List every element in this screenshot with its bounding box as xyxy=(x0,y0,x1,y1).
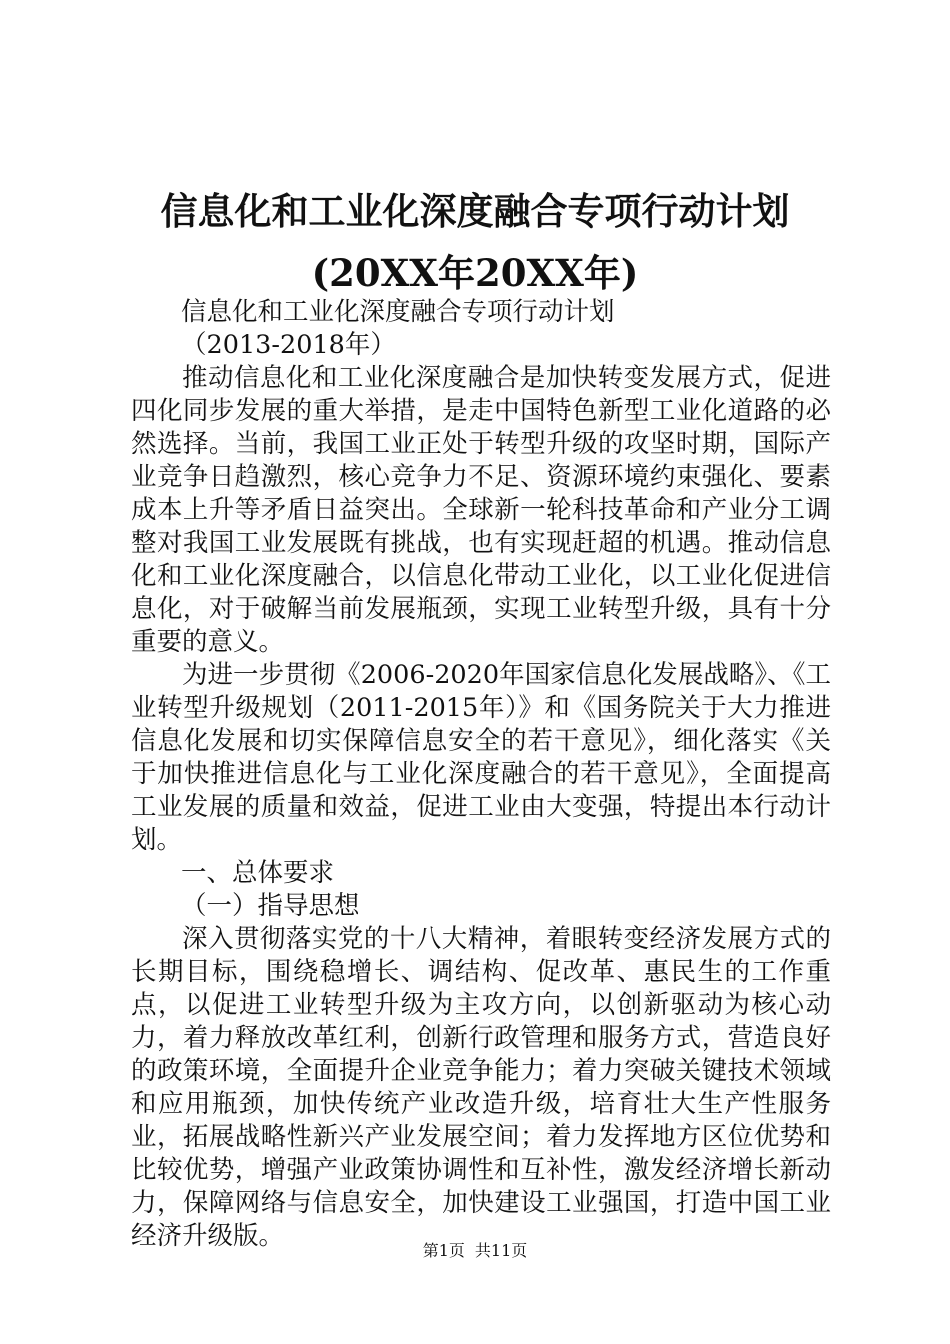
document-body xyxy=(131,296,831,1253)
page-footer xyxy=(0,1238,950,1261)
page-number: 第1页 xyxy=(422,1241,465,1260)
subtitle-years: （2013-2018年） xyxy=(181,330,396,360)
paragraph-purpose: 为进一步贯彻《2006-2020年国家信息化发展战略》、《工业转型升级规划（2011-2015年）》和《国务院关于大力推进信息化发展和切实保障信息安全的若干意见》，细化落实《关于加快推进信息化与工业化深度融合的若干意见》，全面提高工业发展的质量和效益，促进工业由大变强，特提出本行动计划。 xyxy=(131,660,831,855)
section-heading: 一、总体要求 xyxy=(181,858,335,888)
page-total: 共11页 xyxy=(474,1241,528,1260)
paragraph-intro: 推动信息化和工业化深度融合是加快转变发展方式，促进四化同步发展的重大举措，是走中国特色新型工业化道路的必然选择。当前，我国工业正处于转型升级的攻坚时期，国际产业竞争日趋激烈，核心竞争力不足、资源环境约束强化、要素成本上升等矛盾日益突出。全球新一轮科技革命和产业分工调整对我国工业发展既有挑战，也有实现赶超的机遇。推动信息化和工业化深度融合，以信息化带动工业化，以工业化促进信息化，对于破解当前发展瓶颈，实现工业转型升级，具有十分重要的意义。 xyxy=(131,363,831,657)
document-title: 信息化和工业化深度融合专项行动计划(20XX年20XX年) xyxy=(160,189,790,295)
paragraph-guiding: 深入贯彻落实党的十八大精神，着眼转变经济发展方式的长期目标，围绕稳增长、调结构、促改革、惠民生的工作重点，以促进工业转型升级为主攻方向，以创新驱动为核心动力，着力释放改革红利，创新行政管理和服务方式，营造良好的政策环境，全面提升企业竞争能力；着力突破关键技术领域和应用瓶颈，加快传统产业改造升级，培育壮大生产性服务业，拓展战略性新兴产业发展空间；着力发挥地方区位优势和比较优势，增强产业政策协调性和互补性，激发经济增长新动力，保障网络与信息安全，加快建设工业强国，打造中国工业经济升级版。 xyxy=(131,924,831,1251)
subtitle: 信息化和工业化深度融合专项行动计划 xyxy=(181,297,615,327)
subsection-heading: （一）指导思想 xyxy=(181,891,360,921)
